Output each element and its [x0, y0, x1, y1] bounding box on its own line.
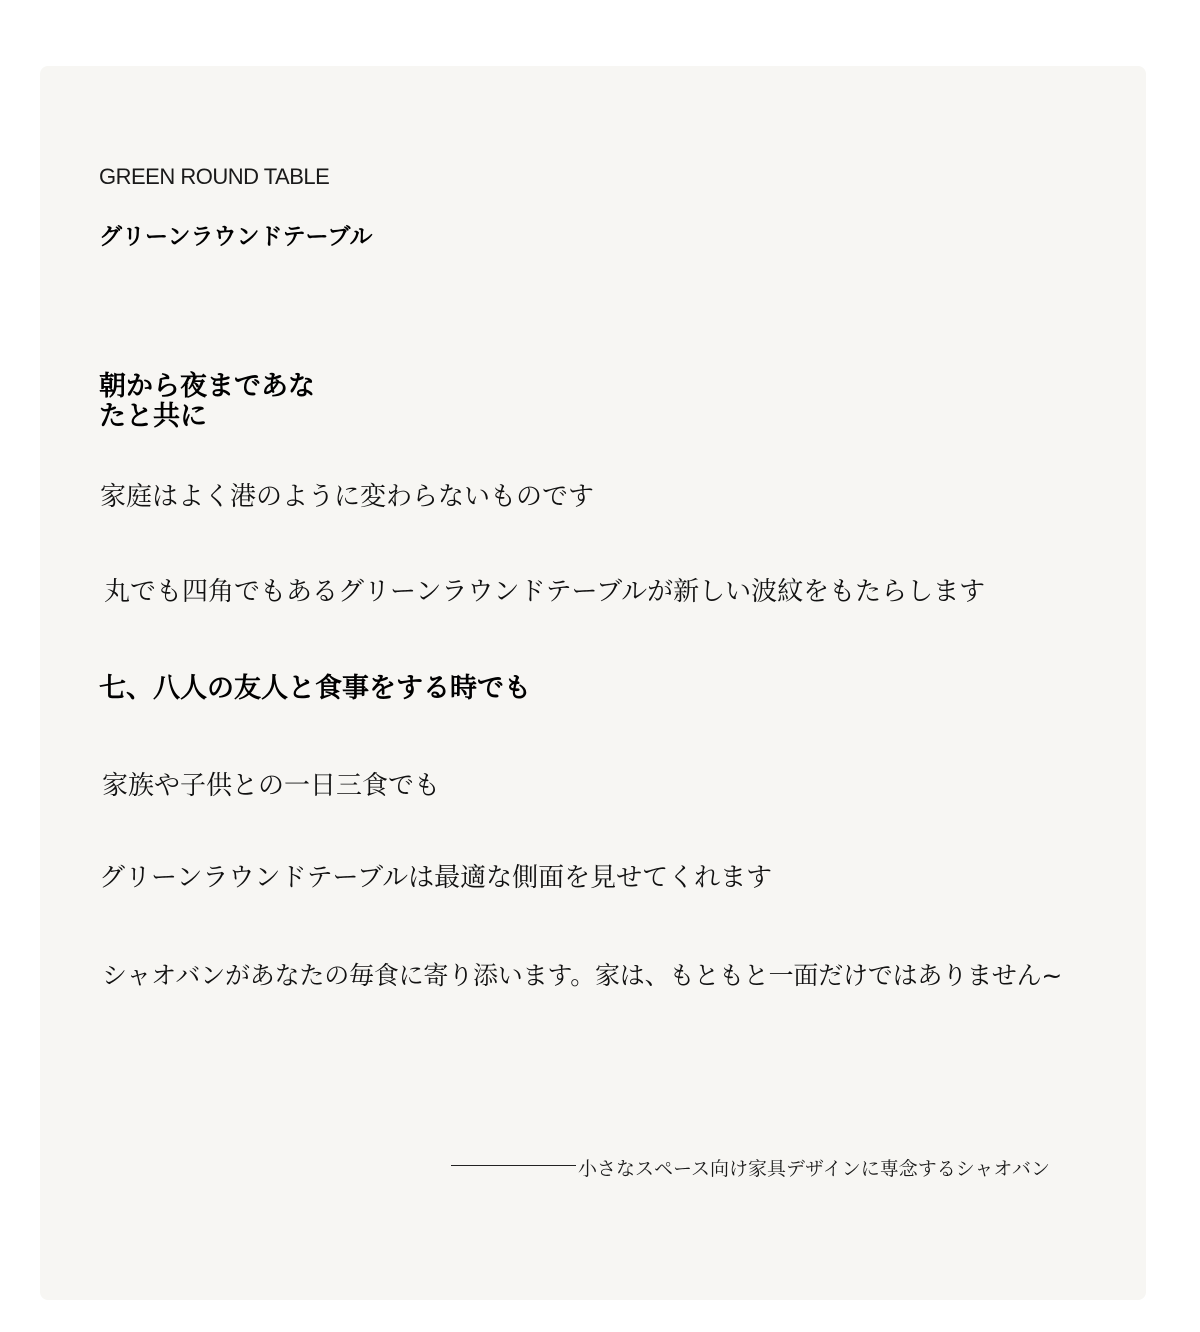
paragraph-2: 丸でも四角でもあるグリーンラウンドテーブルが新しい波紋をもたらします: [104, 577, 986, 607]
paragraph-1: 家庭はよく港のように変わらないものです: [100, 482, 595, 512]
content-card: [40, 66, 1146, 1300]
signature-dash: [451, 1165, 576, 1166]
english-title: GREEN ROUND TABLE: [99, 164, 330, 189]
paragraph-4: 家族や子供との一日三食でも: [102, 771, 441, 801]
headline: 朝から夜まであなたと共に: [99, 371, 315, 432]
signature: [451, 1154, 1050, 1181]
paragraph-6: シャオバンがあなたの毎食に寄り添います。家は、もともと一面だけではありません~: [102, 961, 1063, 990]
paragraph-3: 七、八人の友人と食事をする時でも: [99, 673, 531, 704]
paragraph-5: グリーンラウンドテーブルは最適な側面を見せてくれます: [99, 863, 773, 893]
signature-text: 小さなスペース向け家具デザインに専念するシャオバン: [578, 1158, 1050, 1180]
japanese-title: グリーンラウンドテーブル: [99, 224, 373, 250]
